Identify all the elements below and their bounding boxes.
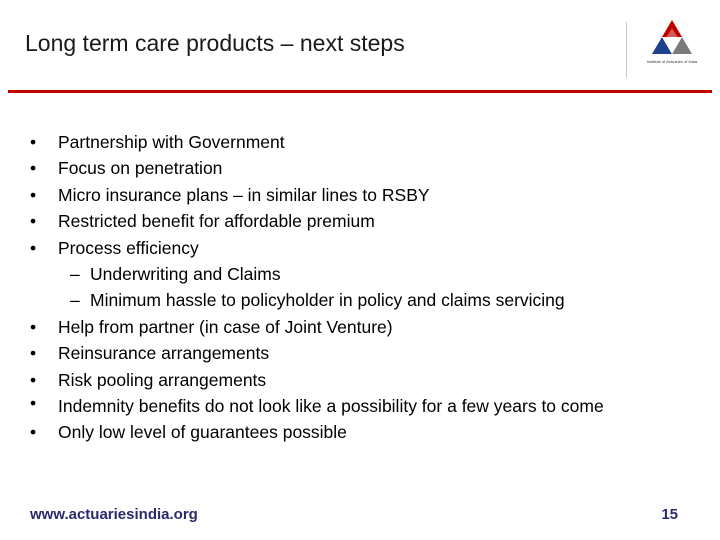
list-item-text: Only low level of guarantees possible bbox=[58, 422, 347, 443]
slide-title: Long term care products – next steps bbox=[25, 30, 405, 56]
footer-website-link[interactable]: www.actuariesindia.org bbox=[30, 506, 198, 523]
list-item bbox=[30, 393, 670, 419]
sub-list-item-text: Underwriting and Claims bbox=[90, 264, 281, 285]
list-item-text: Process efficiency bbox=[58, 237, 199, 258]
bullet-icon: • bbox=[30, 184, 37, 205]
logo-divider bbox=[626, 22, 627, 78]
list-item bbox=[30, 419, 670, 445]
logo-caption: Institute of Actuaries of India bbox=[646, 59, 698, 64]
bullet-icon: • bbox=[30, 369, 37, 390]
list-item bbox=[30, 367, 670, 393]
list-item-text: Restricted benefit for affordable premium bbox=[58, 211, 375, 232]
bullet-icon: • bbox=[30, 422, 37, 443]
institute-logo bbox=[632, 18, 712, 82]
sub-list-item bbox=[30, 287, 670, 313]
sub-list-item bbox=[30, 261, 670, 287]
list-item-text: Micro insurance plans – in similar lines to RSBY bbox=[58, 184, 430, 205]
dash-icon: – bbox=[70, 264, 80, 285]
list-item-text: Reinsurance arrangements bbox=[58, 343, 270, 364]
list-item bbox=[30, 235, 670, 261]
bullet-icon: • bbox=[30, 132, 37, 152]
bullet-icon: • bbox=[30, 343, 37, 364]
bullet-icon: • bbox=[30, 393, 37, 414]
bullet-icon: • bbox=[30, 158, 37, 179]
list-item-text: Indemnity benefits do not look like a possibility for a few years to come bbox=[58, 396, 604, 417]
list-item-text: Risk pooling arrangements bbox=[58, 369, 267, 390]
list-item bbox=[30, 182, 670, 208]
header-rule bbox=[8, 90, 712, 93]
sub-list-item-text: Minimum hassle to policyholder in policy and claims servicing bbox=[90, 290, 565, 311]
list-item bbox=[30, 340, 670, 366]
bullet-icon: • bbox=[30, 237, 37, 258]
list-item bbox=[30, 155, 670, 181]
bullet-list bbox=[30, 129, 670, 445]
list-item-text: Focus on penetration bbox=[58, 158, 223, 179]
list-item-text: Help from partner (in case of Joint Venture) bbox=[58, 316, 393, 337]
list-item-text: Partnership with Government bbox=[58, 132, 285, 152]
actuaries-triangle-logo-icon bbox=[650, 18, 694, 58]
list-item bbox=[30, 314, 670, 340]
bullet-icon: • bbox=[30, 316, 37, 337]
bullet-icon: • bbox=[30, 211, 37, 232]
list-item bbox=[30, 129, 670, 155]
list-item bbox=[30, 208, 670, 234]
page-number: 15 bbox=[661, 506, 678, 523]
dash-icon: – bbox=[70, 290, 80, 311]
